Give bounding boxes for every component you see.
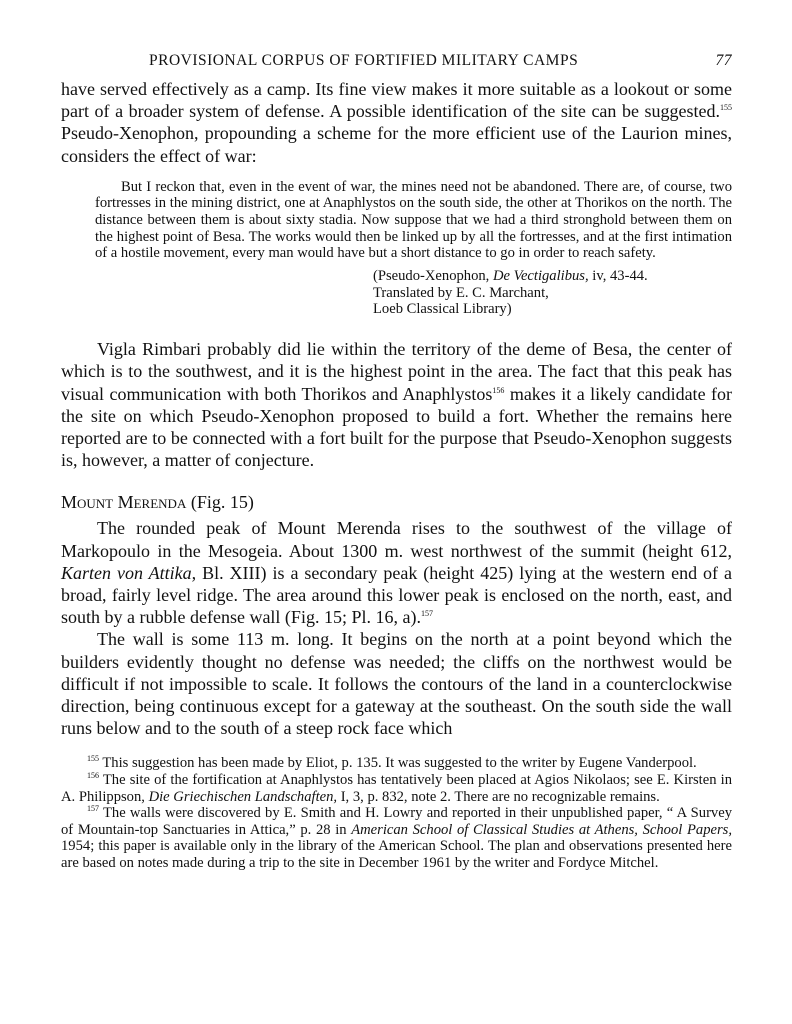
cited-work-title: De Vectigalibus, <box>492 267 589 284</box>
paragraph-2: Vigla Rimbari probably did lie within the territory of the deme of Besa, the center of which is to the southwest, and it is the highest point in the area. The fact that this peak has visual communication with both Thorikos and Anaphlystos$^{156}$ makes it a likely candidate for the site on which Pseudo-Xenophon proposed to build a fort. Whether the remains here reported are to be connected with a fort built for the purpose that Pseudo-Xenophon suggests is, however, a matter of conjecture. <box>61 339 732 471</box>
quote-citation: (Pseudo-Xenophon, De Vectigalibus, iv, 43-44. Translated by E. C. Marchant, Loeb Classical Library) <box>373 267 648 318</box>
footnote-ref-155[interactable]: 155 <box>720 103 732 113</box>
paragraph-4: The wall is some 113 m. long. It begins on the north at a point beyond which the builders evidently thought no defense was needed; the cliffs on the northwest would be difficult if not impossible to scale. It follows the contours of the land in a counterclockwise direction, being continuous except for a gateway at the southeast. On the south side the wall runs below and to the south of a steep rock face which <box>61 629 732 739</box>
paragraph-1: have served effectively as a camp. Its fine view makes it more suitable as a lookout or some part of a broader system of defense. A possible identification of the site can be suggested.$^{155}$ Pseudo-Xenophon, propounding a scheme for the more efficient use of the Laurion mines, considers the effect of war: <box>61 79 732 166</box>
footnote-ref-156[interactable]: 156 <box>492 385 505 395</box>
footnote-ref-157[interactable]: 157 <box>420 609 433 619</box>
footnote: $^{157}$ The walls were discovered by E. Smith and H. Lowry and reported in their unpublished paper, “ A Survey of Mountain-top Sanctuaries in Attica,” p. 28 in American School of Classical Studies at Athens, School Papers, 1954; this paper is available only in the library of the American School. The plan and observations presented here are based on notes made during a trip to the site in December 1961 by the writer and Fordyce Mitchel. <box>61 804 732 871</box>
footnote: $^{156}$ The site of the fortification at Anaphlystos has tentatively been placed at Agios Nikolaos; see E. Kirsten in A. Philippson, Die Griechischen Landschaften, I, 3, p. 832, note 2. There are no recognizable remains. <box>61 771 732 805</box>
running-header <box>61 52 732 78</box>
page-number: 77 <box>715 52 732 69</box>
page <box>61 52 732 872</box>
block-quote: But I reckon that, even in the event of war, the mines need not be abandoned. There are, of course, two fortresses in the mining district, one at Anaphlystos on the south side, the other at Thorikos on the north. The distance between them is about sixty stadia. Now suppose that we had a third stronghold between them on the highest point of Besa. The works would then be linked up by all the fortresses, and at the first intimation of a hostile movement, every man would have but a short distance to go in order to reach safety. <box>95 178 732 262</box>
footnote: $^{155}$ This suggestion has been made by Eliot, p. 135. It was suggested to the writer by Eugene Vanderpool. <box>87 754 697 772</box>
paragraph-3: The rounded peak of Mount Merenda rises to the southwest of the village of Markopoulo in the Mesogeia. About 1300 m. west northwest of the summit (height 612, Karten von Attika, Bl. XIII) is a secondary peak (height 425) lying at the western end of a broad, fairly level ridge. The area around this lower peak is enclosed on the north, east, and south by a rubble defense wall (Fig. 15; Pl. 16, a).$^{157}$ <box>61 518 732 628</box>
footnotes <box>61 755 732 871</box>
section-heading: Mount Merenda (Fig. 15) <box>61 492 254 513</box>
running-title: PROVISIONAL CORPUS OF FORTIFIED MILITARY CAMPS <box>149 52 579 69</box>
